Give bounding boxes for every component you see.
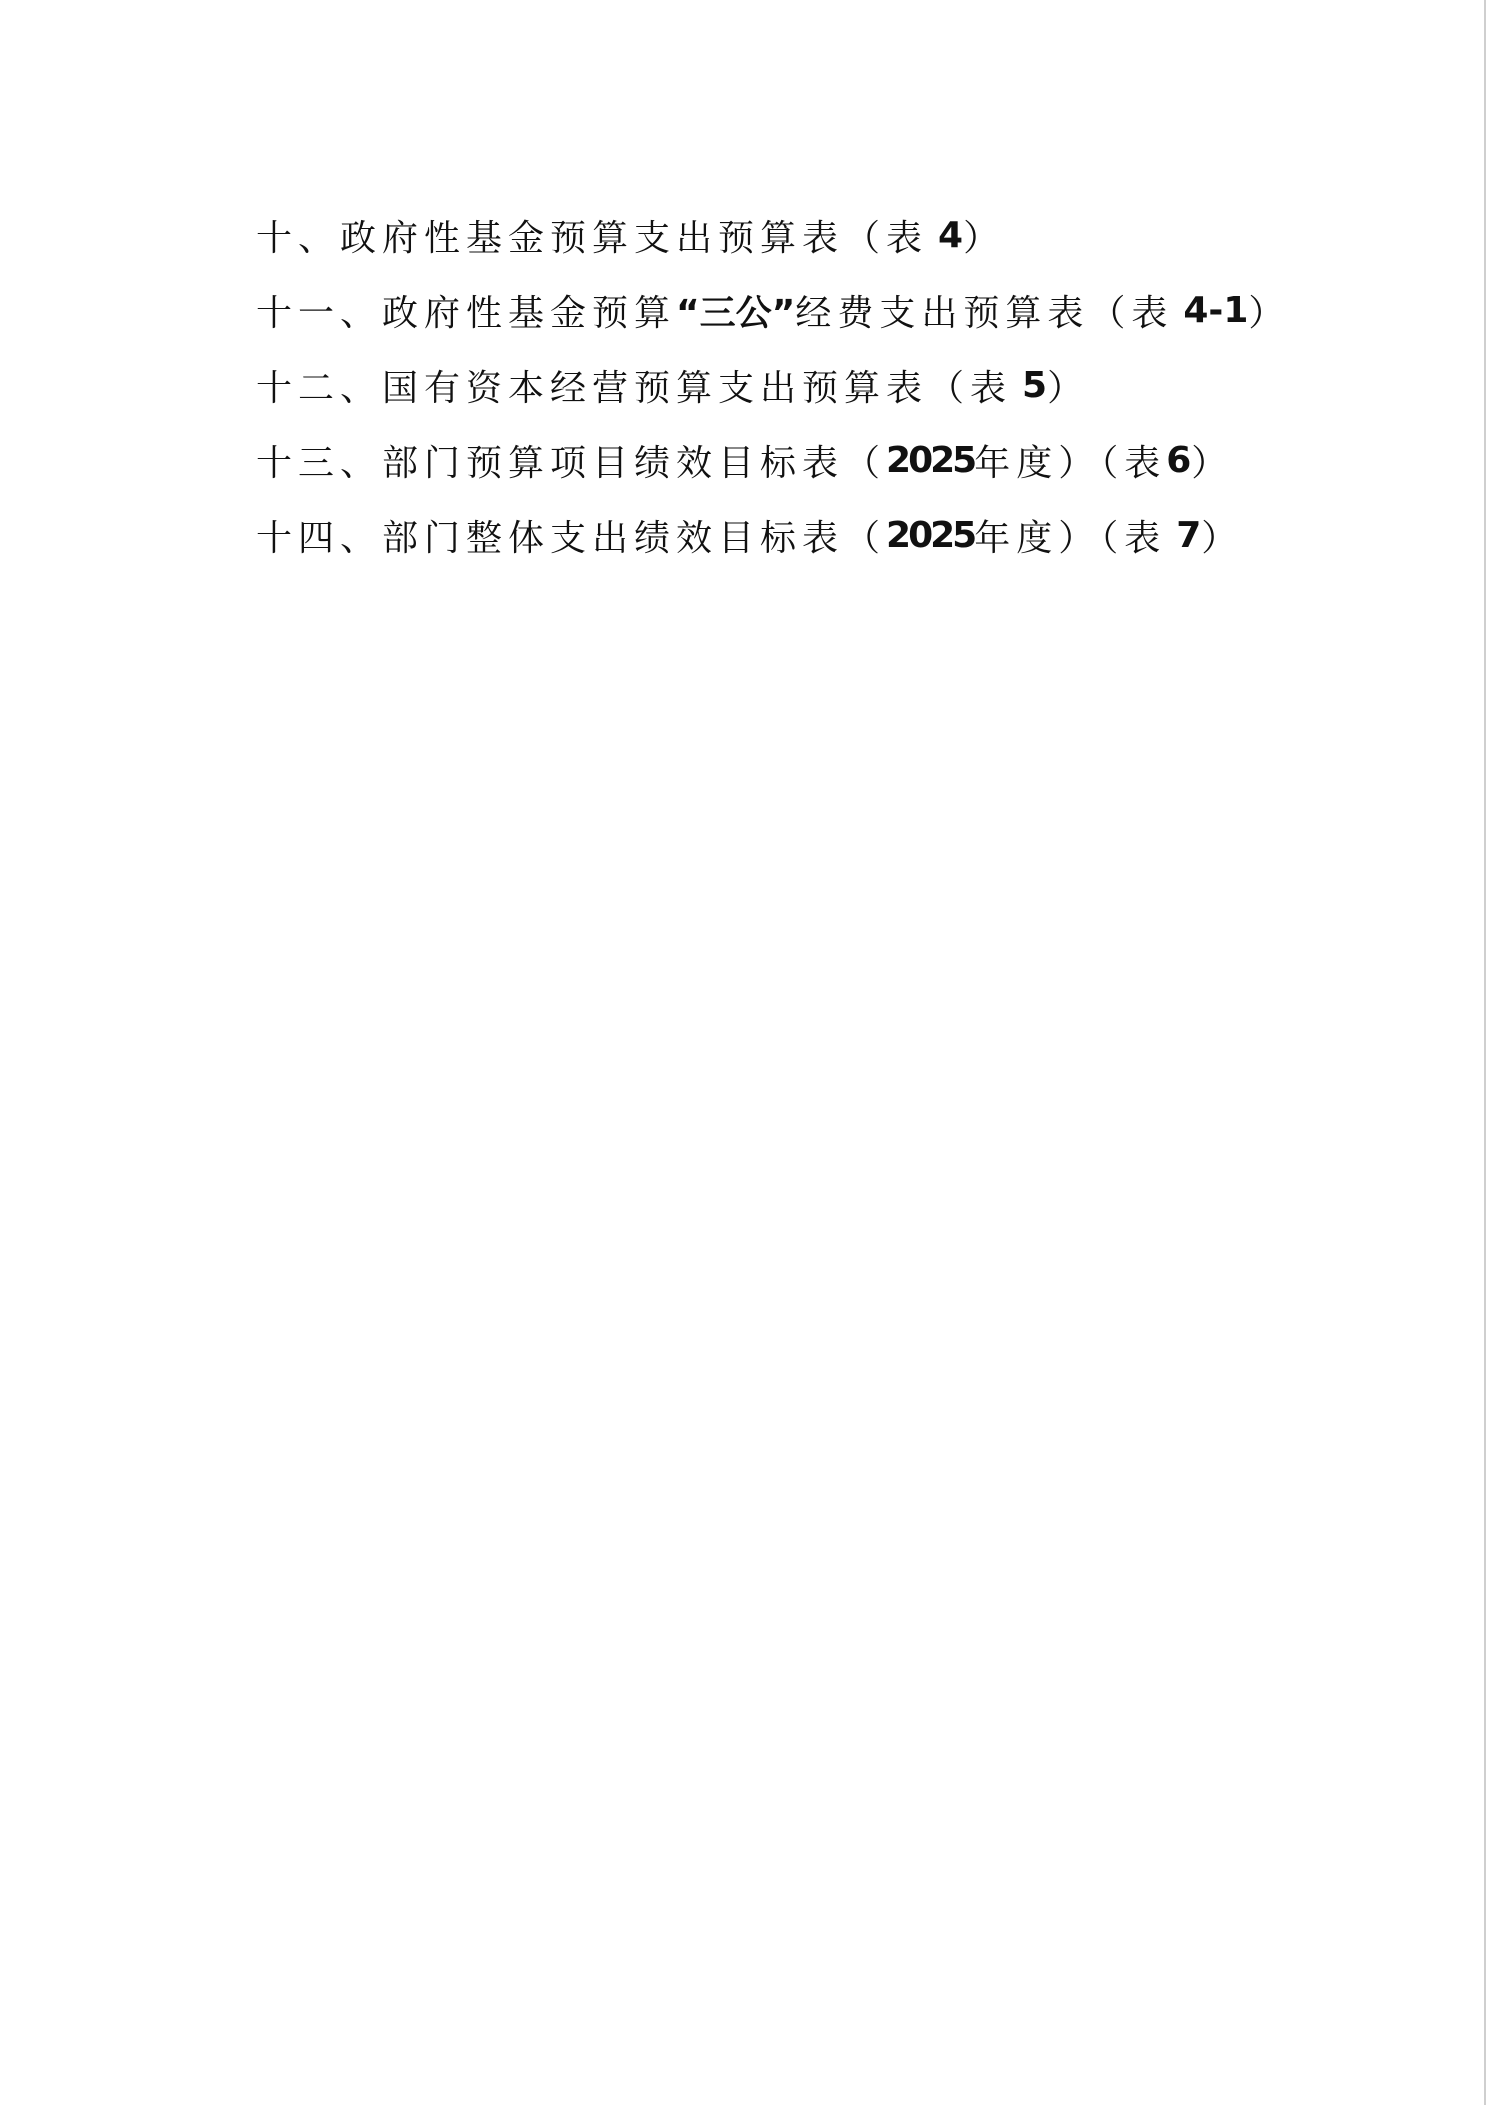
table-of-contents (256, 198, 1406, 573)
toc-item-text: 十三、部门预算项目绩效目标表（ (256, 443, 887, 484)
toc-item-text: 十一、政府性基金预算 (256, 293, 677, 334)
toc-item-year: 2025 (886, 440, 975, 481)
toc-item-table-number: 4-1 (1183, 290, 1249, 331)
toc-item-11 (256, 273, 1406, 348)
toc-item-table-number: 7 (1176, 515, 1202, 556)
toc-item-close-paren: ） (963, 218, 1006, 259)
toc-item-table-number: 5 (1022, 365, 1048, 406)
toc-item-quoted-term: “三公” (676, 293, 796, 334)
page-edge (1484, 0, 1486, 2105)
toc-item-close-paren: ） (1201, 518, 1244, 559)
toc-item-10 (256, 198, 1406, 273)
toc-item-year: 2025 (886, 515, 975, 556)
toc-item-table-number: 4 (938, 215, 964, 256)
toc-item-table-number: 6 (1166, 440, 1192, 481)
toc-item-text: 十二、国有资本经营预算支出预算表（表 (256, 368, 1013, 409)
toc-item-text-continued: 年度）（表 (974, 443, 1167, 484)
toc-item-14 (256, 498, 1406, 573)
toc-item-close-paren: ） (1191, 443, 1234, 484)
toc-item-text: 十四、部门整体支出绩效目标表（ (256, 518, 887, 559)
toc-item-text: 十、政府性基金预算支出预算表（表 (256, 218, 929, 259)
toc-item-close-paren: ） (1248, 293, 1291, 334)
toc-item-12 (256, 348, 1406, 423)
toc-item-text-continued: 年度）（表 (974, 518, 1167, 559)
toc-item-text-continued: 经费支出预算表（表 (795, 293, 1174, 334)
toc-item-13 (256, 423, 1406, 498)
toc-item-close-paren: ） (1047, 368, 1090, 409)
